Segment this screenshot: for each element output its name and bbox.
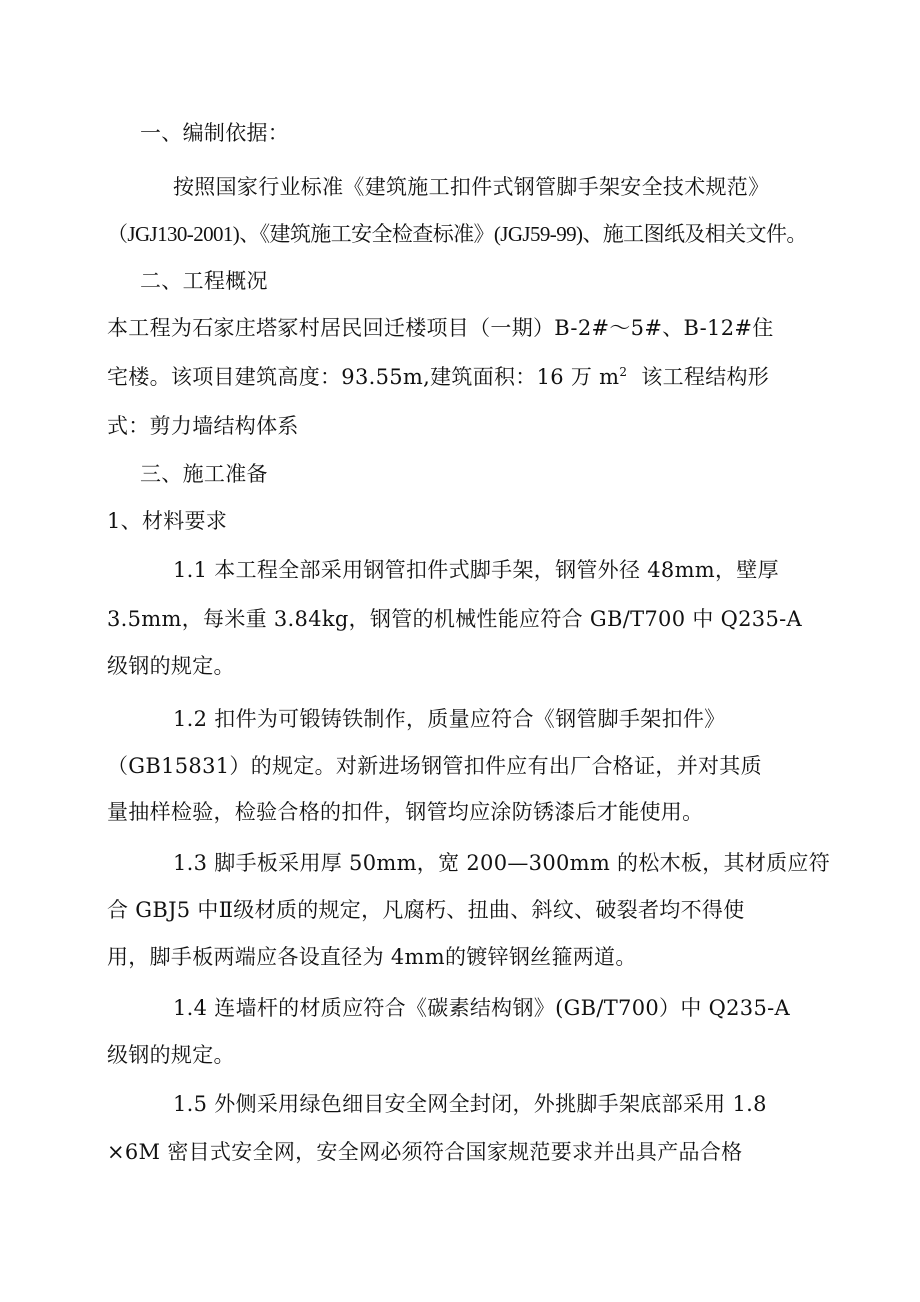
paragraph-line: 量抽样检验，检验合格的扣件，钢管均应涂防锈漆后才能使用。 [107, 800, 704, 824]
superscript-2: 2 [619, 365, 628, 379]
paragraph-line: 级钢的规定。 [107, 1043, 235, 1067]
paragraph-line: ×6M 密目式安全网，安全网必须符合国家规范要求并出具产品合格 [107, 1140, 743, 1164]
paragraph-line: 1.4 连墙杆的材质应符合《碳素结构钢》(GB/T700）中 Q235-A [173, 996, 790, 1020]
section-heading-preparation: 三、施工准备 [140, 462, 268, 486]
paragraph-line: 本工程为石家庄塔冢村居民回迁楼项目（一期）B-2#～5#、B-12#住 [107, 316, 774, 340]
paragraph-line: 1.5 外侧采用绿色细目安全网全封闭，外挑脚手架底部采用 1.8 [173, 1092, 767, 1116]
paragraph-line: 1.3 脚手板采用厚 50mm，宽 200—300mm 的松木板，其材质应符 [173, 851, 831, 875]
paragraph-line: 1.2 扣件为可锻铸铁制作，质量应符合《钢管脚手架扣件》 [173, 707, 726, 731]
paragraph-line: 1.1 本工程全部采用钢管扣件式脚手架，钢管外径 48mm，壁厚 [173, 558, 779, 582]
section-heading-overview: 二、工程概况 [140, 269, 268, 293]
paragraph-line: 按照国家行业标准《建筑施工扣件式钢管脚手架安全技术规范》 [173, 175, 770, 199]
paragraph-text: 该工程结构形 [627, 365, 770, 389]
paragraph-line: 合 GBJ5 中Ⅱ级材质的规定，凡腐朽、扭曲、斜纹、破裂者均不得使 [107, 898, 745, 922]
paragraph-line: 用，脚手板两端应各设直径为 4mm的镀锌钢丝箍两道。 [107, 945, 637, 969]
paragraph-line: （JGJ130-2001)、《建筑施工安全检查标准》(JGJ59-99)、施工图纸及相关文件。 [107, 222, 807, 246]
paragraph-text: 宅楼。该项目建筑高度：93.55m,建筑面积：16 万 m [107, 365, 620, 389]
paragraph-line: 3.5mm，每米重 3.84kg，钢管的机械性能应符合 GB/T700 中 Q235-A [107, 607, 802, 631]
paragraph-line [107, 362, 920, 392]
subsection-heading-materials: 1、材料要求 [107, 509, 228, 533]
section-heading-basis: 一、编制依据： [140, 121, 290, 145]
paragraph-line: 式：剪力墙结构体系 [107, 414, 299, 438]
paragraph-line: （GB15831）的规定。对新进场钢管扣件应有出厂合格证，并对其质 [107, 754, 762, 778]
paragraph-line: 级钢的规定。 [107, 654, 235, 678]
